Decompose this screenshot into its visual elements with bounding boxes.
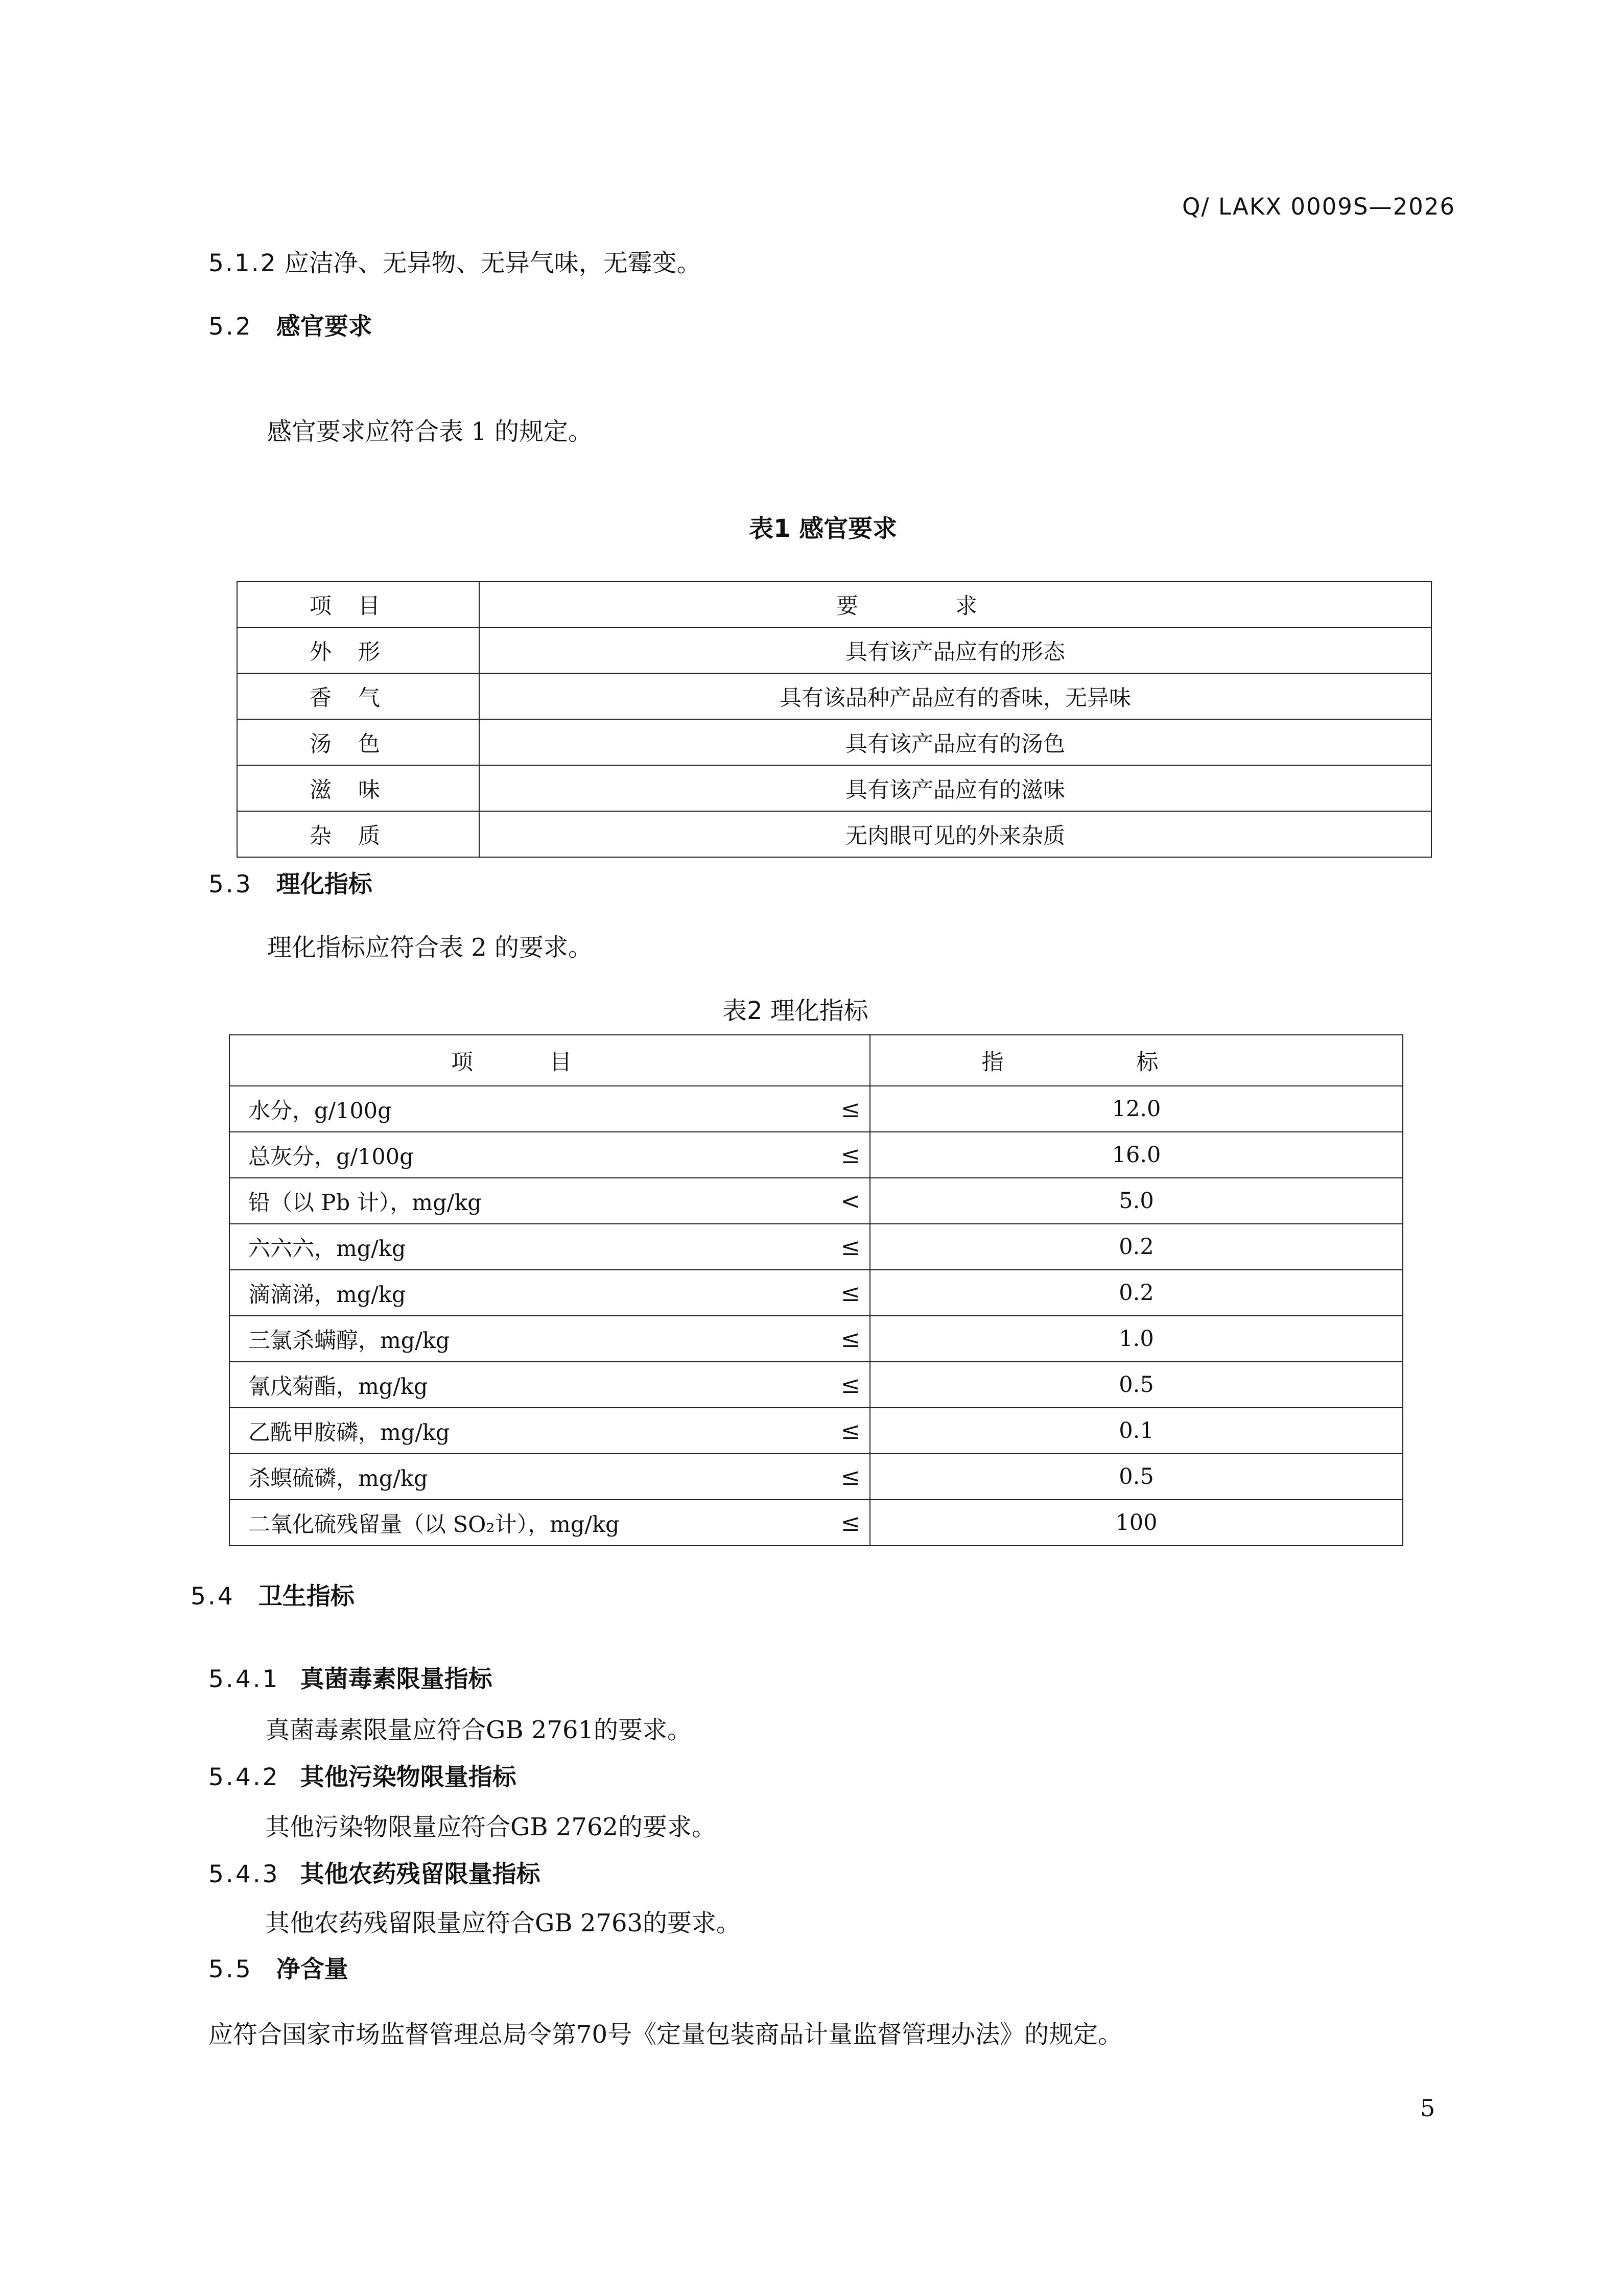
operator: < xyxy=(840,1187,860,1215)
cell-value: 100 xyxy=(870,1500,1403,1546)
section-number: 5.3 xyxy=(208,870,253,898)
table-header-row xyxy=(237,581,1431,627)
section-number: 5.2 xyxy=(208,313,253,341)
cell-item: 杀螟硫磷，mg/kg ≤ xyxy=(229,1454,870,1500)
operator: ≤ xyxy=(840,1371,860,1399)
cell-value: 0.2 xyxy=(870,1270,1403,1316)
column-header-indicator: 指标 xyxy=(870,1035,1403,1086)
table-row xyxy=(237,765,1431,811)
table-row xyxy=(229,1454,1403,1500)
cell-value: 0.5 xyxy=(870,1454,1403,1500)
standard-number: Q/ LAKX 0009S—2026 xyxy=(1182,193,1455,220)
cell-requirement: 具有该产品应有的形态 xyxy=(479,627,1431,673)
cell-value: 0.1 xyxy=(870,1408,1403,1454)
table-row xyxy=(229,1362,1403,1408)
table1-caption: 表1 感官要求 xyxy=(749,514,898,543)
page-number: 5 xyxy=(1420,2094,1435,2122)
table2-physicochemical-indicators xyxy=(229,1034,1403,1546)
section-5-2-body: 感官要求应符合表 1 的规定。 xyxy=(267,417,593,446)
section-5-5-heading xyxy=(208,1950,348,1984)
section-5-4-3-heading xyxy=(208,1855,540,1889)
operator: ≤ xyxy=(840,1417,860,1445)
cell-item: 水分，g/100g ≤ xyxy=(229,1086,870,1132)
operator: ≤ xyxy=(840,1509,860,1536)
section-number: 5.4.1 xyxy=(208,1665,280,1693)
section-title: 理化指标 xyxy=(276,870,372,898)
cell-value: 16.0 xyxy=(870,1132,1403,1178)
column-header-item: 项目 xyxy=(229,1035,870,1086)
table-row xyxy=(237,811,1431,857)
section-title: 感官要求 xyxy=(276,313,372,341)
section-title: 净含量 xyxy=(276,1955,348,1983)
table-header-row xyxy=(229,1035,1403,1086)
cell-item: 外形 xyxy=(237,627,479,673)
cell-item: 三氯杀螨醇，mg/kg ≤ xyxy=(229,1316,870,1362)
table-row xyxy=(237,719,1431,765)
table-row xyxy=(229,1224,1403,1270)
section-5-4-2-heading xyxy=(208,1758,516,1792)
section-5-2-heading xyxy=(208,307,372,342)
column-header-requirement: 要求 xyxy=(479,581,1431,627)
section-5-5-body: 应符合国家市场监督管理总局令第70号《定量包装商品计量监督管理办法》的规定。 xyxy=(208,2020,1123,2049)
section-title: 其他污染物限量指标 xyxy=(300,1763,516,1791)
cell-requirement: 具有该品种产品应有的香味，无异味 xyxy=(479,673,1431,719)
table-row xyxy=(229,1178,1403,1224)
operator: ≤ xyxy=(840,1463,860,1490)
cell-value: 0.5 xyxy=(870,1362,1403,1408)
cell-item: 六六六，mg/kg ≤ xyxy=(229,1224,870,1270)
cell-item: 汤色 xyxy=(237,719,479,765)
table2-caption: 表2 理化指标 xyxy=(722,997,868,1025)
table-row xyxy=(229,1500,1403,1546)
table-row xyxy=(229,1086,1403,1132)
clause-number: 5.1.2 xyxy=(208,249,277,277)
cell-value: 12.0 xyxy=(870,1086,1403,1132)
operator: ≤ xyxy=(840,1095,860,1123)
operator: ≤ xyxy=(840,1141,860,1169)
cell-item: 滋味 xyxy=(237,765,479,811)
cell-value: 5.0 xyxy=(870,1178,1403,1224)
section-5-4-3-body: 其他农药残留限量应符合GB 2763的要求。 xyxy=(265,1909,741,1937)
cell-item: 总灰分，g/100g ≤ xyxy=(229,1132,870,1178)
clause-text: 应洁净、无异物、无异气味，无霉变。 xyxy=(284,249,701,277)
table-row xyxy=(229,1316,1403,1362)
operator: ≤ xyxy=(840,1233,860,1261)
cell-item: 氰戊菊酯，mg/kg ≤ xyxy=(229,1362,870,1408)
column-header-item: 项目 xyxy=(237,581,479,627)
section-title: 真菌毒素限量指标 xyxy=(300,1665,492,1693)
section-5-4-1-body: 真菌毒素限量应符合GB 2761的要求。 xyxy=(265,1716,692,1744)
table-row xyxy=(229,1132,1403,1178)
cell-item: 香气 xyxy=(237,673,479,719)
section-5-4-2-body: 其他污染物限量应符合GB 2762的要求。 xyxy=(265,1813,717,1841)
section-title: 卫生指标 xyxy=(258,1582,355,1611)
operator: ≤ xyxy=(840,1279,860,1307)
cell-value: 1.0 xyxy=(870,1316,1403,1362)
section-number: 5.4.2 xyxy=(208,1763,280,1791)
table-row xyxy=(229,1270,1403,1316)
table-row xyxy=(229,1408,1403,1454)
cell-item: 滴滴涕，mg/kg ≤ xyxy=(229,1270,870,1316)
cell-requirement: 无肉眼可见的外来杂质 xyxy=(479,811,1431,857)
section-5-3-heading xyxy=(208,865,372,900)
table1-sensory-requirements xyxy=(237,581,1432,858)
cell-item: 乙酰甲胺磷，mg/kg ≤ xyxy=(229,1408,870,1454)
table-row xyxy=(237,673,1431,719)
section-5-4-heading xyxy=(191,1577,355,1612)
section-5-4-1-heading xyxy=(208,1660,492,1694)
section-number: 5.4.3 xyxy=(208,1860,280,1888)
section-title: 其他农药残留限量指标 xyxy=(300,1860,540,1888)
section-number: 5.4 xyxy=(191,1582,235,1611)
cell-requirement: 具有该产品应有的汤色 xyxy=(479,719,1431,765)
clause-5-1-2 xyxy=(208,243,701,278)
cell-item: 二氧化硫残留量（以 SO₂计），mg/kg ≤ xyxy=(229,1500,870,1546)
cell-value: 0.2 xyxy=(870,1224,1403,1270)
operator: ≤ xyxy=(840,1325,860,1353)
cell-item: 铅（以 Pb 计），mg/kg < xyxy=(229,1178,870,1224)
cell-item: 杂质 xyxy=(237,811,479,857)
table-row xyxy=(237,627,1431,673)
section-number: 5.5 xyxy=(208,1955,253,1983)
cell-requirement: 具有该产品应有的滋味 xyxy=(479,765,1431,811)
section-5-3-body: 理化指标应符合表 2 的要求。 xyxy=(267,933,593,962)
